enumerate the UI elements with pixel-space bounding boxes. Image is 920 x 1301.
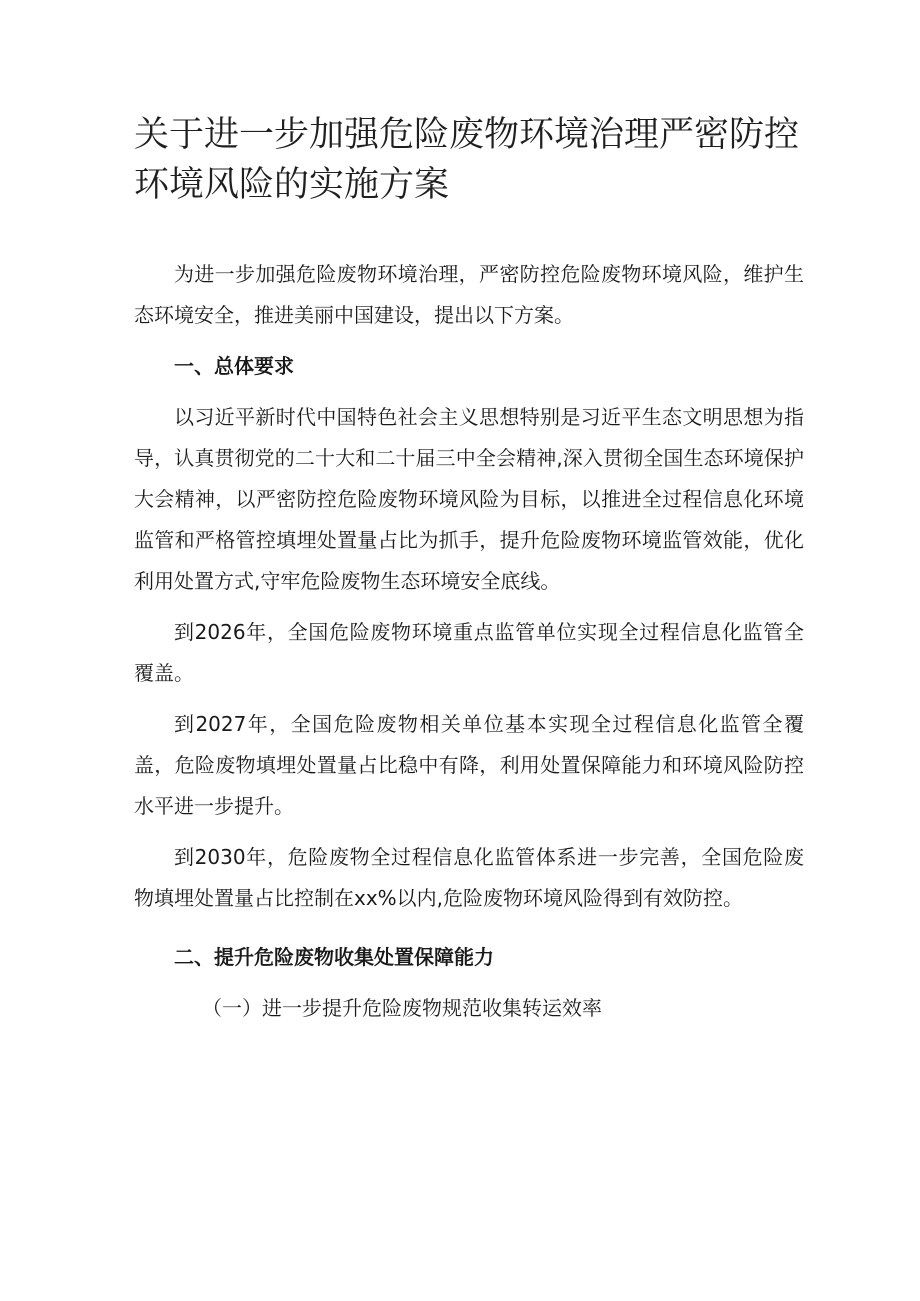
paragraph-guiding-principles: 以习近平新时代中国特色社会主义思想特别是习近平生态文明思想为指导，认真贯彻党的二十大和二十届三中全会精神,深入贯彻全国生态环境保护大会精神，以严密防控危险废物环境风险为目标，以推进全过程信息化环境监管和严格管控填埋处置量占比为抓手，提升危险废物环境监管效能，优化利用处置方式,守牢危险废物生态环境安全底线。 xyxy=(134,405,804,593)
subsection-heading-collection: （一）进一步提升危险废物规范收集转运效率 xyxy=(202,996,602,1020)
document-title: 关于进一步加强危险废物环境治理严密防控环境风险的实施方案 xyxy=(134,115,800,205)
section-heading-overall-requirements: 一、总体要求 xyxy=(174,354,294,378)
paragraph-goal-2026: 到2026年，全国危险废物环境重点监管单位实现全过程信息化监管全覆盖。 xyxy=(134,620,804,685)
section-heading-capacity: 二、提升危险废物收集处置保障能力 xyxy=(174,945,494,969)
intro-paragraph: 为进一步加强危险废物环境治理，严密防控危险废物环境风险，维护生态环境安全，推进美丽中国建设，提出以下方案。 xyxy=(134,262,804,327)
paragraph-goal-2027: 到2027年，全国危险废物相关单位基本实现全过程信息化监管全覆盖，危险废物填埋处置量占比稳中有降，利用处置保障能力和环境风险防控水平进一步提升。 xyxy=(134,712,804,818)
paragraph-goal-2030: 到2030年，危险废物全过程信息化监管体系进一步完善，全国危险废物填埋处置量占比控制在xx%以内,危险废物环境风险得到有效防控。 xyxy=(134,845,804,910)
document-body xyxy=(134,254,804,1029)
